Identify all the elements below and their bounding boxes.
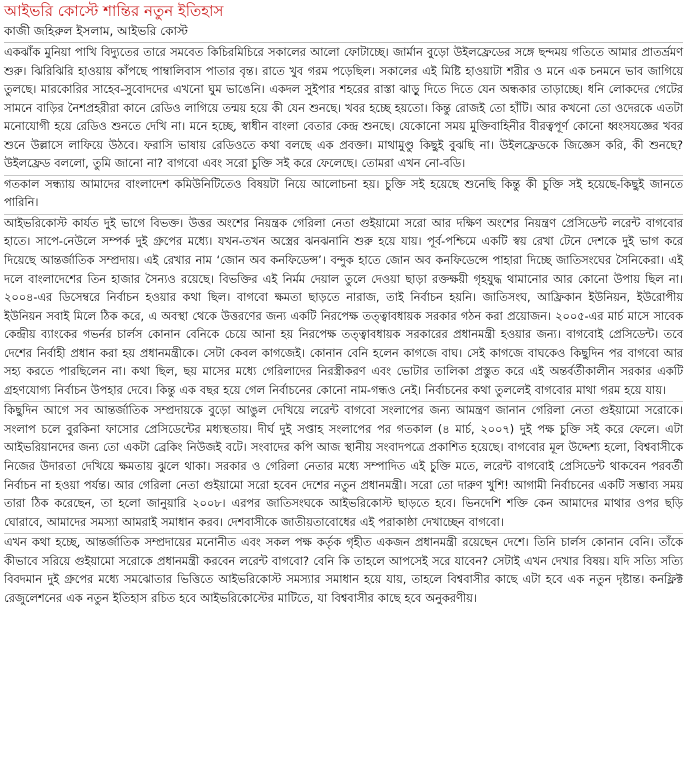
article-title: আইভরি কোস্টে শান্তির নতুন ইতিহাস <box>4 2 224 20</box>
article-paragraph: গতকাল সন্ধ্যায় আমাদের বাংলাদেশ কমিউনিটিতেও বিষয়টা নিয়ে আলোচনা হয়। চুক্তি সই হয়েছে শুনেছি কিন্তু কী চুক্তি সই হয়েছে-কিছুই জানতে পারিনি। <box>4 176 683 215</box>
article-paragraph: একঝাঁক মুনিয়া পাখি বিদ্যুতের তারে সমবেত কিচিরমিচিরে সকালের আলো ফোটাচ্ছে। জার্মান বুড়ো উইলফ্রেডের সঙ্গে ছন্দময় গতিতে আমার প্রাতর্ভ্রমণ শুরু। ঝিরিঝিরি হাওয়ায় কাঁপছে পাম্বালিবাস পাতার বৃন্ত। রাতে খুব গরম পড়েছিল। সকালের এই মিষ্টি হাওয়াটা শরীর ও মনে এক চনমনে ভাব জাগিয়ে তুলছে। মারকোরির সাহেব-সুবোদদের এখনো ঘুম ভাঙেনি। একদল সুইপার শহরের রাস্তা ঝাড়ু দিতে দিতে যেন অন্ধকার তাড়াচ্ছে। ধনি লোকদের গেটের সামনে বাড়ির নৈশপ্রহরীরা কানে রেডিও লাগিয়ে তন্ময় হয়ে কী যেন শুনছে। খবর হচ্ছে হয়তো। কিন্তু রোজই তো হাঁটি। আর কখনো তো ওদেরকে এতটা মনোযোগী হয়ে রেডিও শুনতে দেখি না। মনে হচ্ছে, স্বাধীন বাংলা বেতার কেন্দ্র শুনছে। যেকোনো সময় মুক্তিবাহিনীর বীরত্বপূর্ণ কোনো ধ্বংসযজ্ঞের খবর শুনে উল্লাসে লাফিয়ে উঠবে। ফরাসি ভাষায় রেডিওতে কথা বলছে এক প্রবক্তা। মাথামুণ্ডু কিছুই বুঝছি না। উইলফ্রেডকে জিজ্ঞেস করি, কী শুনছে? উইলফ্রেড বললো, তুমি জানো না? বাগবো এবং সরো চুক্তি সই করে ফেলেছে। তোমরা এখন নো-বডি। <box>4 44 683 176</box>
article-body <box>4 44 683 609</box>
article-paragraph: এখন কথা হচ্ছে, আন্তর্জাতিক সম্প্রদায়ের মনোনীত এবং সকল পক্ষ কর্তৃক গৃহীত একজন প্রধানমন্ত্রী রয়েছেন দেশে। তিনি চার্লস কোনান বেনি। তাঁকে কীভাবে সরিয়ে গুইয়ামো সরোকে প্রধানমন্ত্রী করবেন লরেন্ট বাগবো? বেনি কি তাহলে আপসেই সরে যাবেন? সেটাই এখন দেখার বিষয়। যদি সত্যি সত্যি বিবদমান দুই গ্রুপের মধ্যে সমঝোতার ভিত্তিতে আইভরিকোস্ট সমস্যার সমাধান হয়ে যায়, তাহলে বিশ্ববাসীর কাছে এটা হবে এক নতুন দৃষ্টান্ত। কনফ্লিক্ট রেজুলেশনের এক নতুন ইতিহাস রচিত হবে আইভরিকোস্টের মাটিতে, যা বিশ্ববাসীর কাছে হবে অনুকরণীয়। <box>4 536 683 605</box>
article-paragraph: আইভরিকোস্ট কার্যত দুই ভাগে বিভক্ত। উত্তর অংশের নিয়ন্ত্রক গেরিলা নেতা গুইয়ামো সরো আর দক্ষিণ অংশের নিয়ন্ত্রণ প্রেসিডেন্ট লরেন্ট বাগবোর হাতে। সাপে-নেউলে সম্পর্ক দুই গ্রুপের মধ্যে। যখন-তখন অস্ত্রের ঝনঝনানি শুরু হয়ে যায়। পূর্ব-পশ্চিমে একটি স্বয় রেখা টেনে দেশকে দুই ভাগ করে দিয়েছে আন্তর্জাতিক সম্প্রদায়। এই রেখার নাম ‘জোন অব কনফিডেন্স’। বন্দুক হাতে জোন অব কনফিডেন্সে পাহারা দিচ্ছে জাতিসংঘের সৈনিকেরা। এই দলে বাংলাদেশের তিন হাজার সৈন্যও রয়েছে। বিভক্তির এই নির্মম দেয়াল তুলে দেওয়া ছাড়া রক্তক্ষয়ী গৃহযুদ্ধ থামানোর আর কোনো উপায় ছিল না। ২০০৪-এর ডিসেম্বরে নির্বাচন হওয়ার কথা ছিল। বাগবো ক্ষমতা ছাড়তে নারাজ, তাই নির্বাচন হয়নি। জাতিসংঘ, আফ্রিকান ইউনিয়ন, ইউরোপীয় ইউনিয়ন সবাই মিলে ঠিক করে, এ অবস্থা থেকে উত্তরণের জন্য একটি নিরপেক্ষ তত্ত্বাবধায়ক সরকার গঠন করা প্রয়োজন। ২০০৫-এর মার্চ মাসে সাবেক কেন্দ্রীয় ব্যাংকের গভর্নর চার্লস কোনান বেনিকে চেয়ে আনা হয় নিরপেক্ষ তত্ত্বাবধায়ক সরকারের প্রধানমন্ত্রী হওয়ার জন্য। বাগবোই প্রেসিডেন্ট। তবে দেশের নির্বাহী প্রধান করা হয় প্রধানমন্ত্রীকে। সেটা কেবল কাগজেই। কোনান বেনি হলেন কাগজে বাঘ। সেই কাগজে বাঘকেও কিছুদিন পর বাগবো আর সহ্য করতে পারছিলেন না। কথা ছিল, ছয় মাসের মধ্যে গেরিলাদের নিরস্ত্রীকরণ এবং ভোটার তালিকা প্রস্তুত করে এই অন্তর্বর্তীকালীন সরকার একটি গ্রহণযোগ্য নির্বাচন উপহার দেবে। কিন্তু এক বছর হয়ে গেল নির্বাচনের কোনো নাম-গন্ধও নেই। নির্বাচনের কথা তুললেই বাগবোর মাথা গরম হয়ে যায়। <box>4 215 683 402</box>
article-byline: কাজী জহিরুল ইসলাম, আইভরি কোস্ট <box>4 23 683 43</box>
article-paragraph: কিছুদিন আগে সব আন্তর্জাতিক সম্প্রদায়কে বুড়ো আঙুল দেখিয়ে লরেন্ট বাগবো সংলাপের জন্য আমন্ত্রণ জানান গেরিলা নেতা গুইয়ামো সরোকে। সংলাপ চলে বুরকিনা ফাসোর প্রেসিডেন্টের মধ্যস্থতায়। দীর্ঘ দুই সপ্তাহ সংলাপের পর গতকাল (৪ মার্চ, ২০০৭) দুই পক্ষ চুক্তি সই করে ফেলে। এটা আইভরিয়ানদের জন্য তো একটা ব্রেকিং নিউজই বটে। সংবাদের কপি আজ স্থানীয় সংবাদপত্রে প্রকাশিত হয়েছে। বাগবোর মূল উদ্দেশ্য হলো, বিশ্ববাসীকে নিজের উদারতা দেখিয়ে ক্ষমতায় ঝুলে থাকা। সরকার ও গেরিলা নেতার মধ্যে সম্পাদিত এই চুক্তি মতে, লরেন্ট বাগবোই প্রেসিডেন্ট থাকবেন পরবর্তী নির্বাচন না হওয়া পর্যন্ত। আর গেরিলা নেতা গুইয়ামো সরো হবেন দেশের নতুন প্রধানমন্ত্রী। সরো তো দারুণ খুশি! আগামী নির্বাচনের একটি সম্ভাব্য সময় তারা ঠিক করেছেন, তা হলো জানুয়ারি ২০০৮। এরপর জাতিসংঘকে আইভরিকোস্ট ছাড়তে হবে। ভিনদেশি শক্তি কেন আমাদের মাথার ওপর ছড়ি ঘোরাবে, আমাদের সমস্যা আমরাই সমাধান করব। দেশবাসীকে জাতীয়তাবোধের এই পরাকাষ্ঠা দেখাচ্ছেন বাগবো। <box>4 402 683 534</box>
